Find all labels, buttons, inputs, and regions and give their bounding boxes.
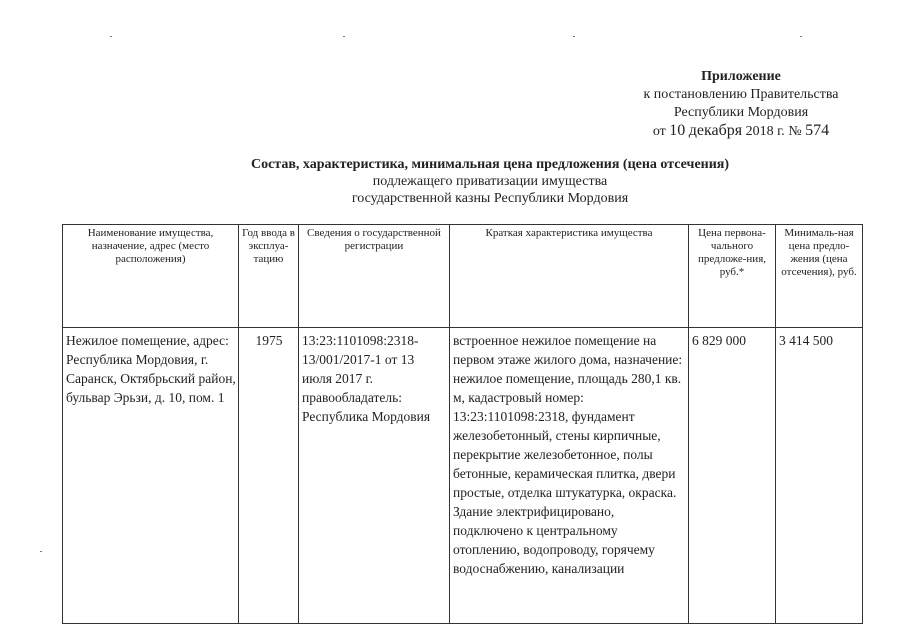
cell-description: встроенное нежилое помещение на первом этаже жилого дома, назначение: нежилое помещение, площадь 280,1 кв. м, кадастровый номер: 13:23:1101098:2318, фундамент железобетонный, стены кирпичные, перекрытие железобетонное, полы бетонные, керамическая плитка, двери простые, отделка штукатурка, окраска. Здание электрифицировано, подключено к центральному отоплению, водопроводу, горячему водоснабжению, канализации xyxy=(450,328,689,624)
appendix-line-1: к постановлению Правительства xyxy=(643,87,839,102)
appendix-header xyxy=(596,68,886,141)
scan-speck xyxy=(800,36,802,37)
header-year: Год ввода в эксплуа-тацию xyxy=(239,225,299,328)
scan-speck xyxy=(40,551,42,552)
date-day: 10 xyxy=(669,122,686,139)
scan-speck xyxy=(110,36,112,37)
cell-year: 1975 xyxy=(239,328,299,624)
title-line-1: Состав, характеристика, минимальная цена предложения (цена отсечения) xyxy=(250,157,730,172)
appendix-date-line xyxy=(596,122,886,141)
title-line-2: подлежащего приватизации имущества xyxy=(372,174,608,189)
appendix-title: Приложение xyxy=(701,69,781,84)
date-prefix: от xyxy=(652,124,666,139)
cell-registration: 13:23:1101098:2318-13/001/2017-1 от 13 июля 2017 г. правообладатель: Республика Мордовия xyxy=(299,328,450,624)
cell-name: Нежилое помещение, адрес: Республика Мордовия, г. Саранск, Октябрьский район, бульвар Эрьзи, д. 10, пом. 1 xyxy=(63,328,239,624)
number-sign: № xyxy=(788,124,802,139)
header-initial-price: Цена первона-чального предложе-ния, руб.* xyxy=(689,225,776,328)
scan-speck xyxy=(343,36,345,37)
appendix-line-2: Республики Мордовия xyxy=(673,105,809,120)
header-name: Наименование имущества, назначение, адрес (место расположения) xyxy=(63,225,239,328)
date-year: 2018 г. xyxy=(745,124,785,139)
property-table xyxy=(62,224,863,624)
document-number: 574 xyxy=(805,122,830,139)
table-row xyxy=(63,328,863,624)
cell-min-price: 3 414 500 xyxy=(776,328,863,624)
header-registration: Сведения о государственной регистрации xyxy=(299,225,450,328)
header-description: Краткая характеристика имущества xyxy=(450,225,689,328)
scan-speck xyxy=(573,36,575,37)
table-header-row xyxy=(63,225,863,328)
document-title xyxy=(120,156,860,207)
header-min-price: Минималь-ная цена предло-жения (цена отсечения), руб. xyxy=(776,225,863,328)
cell-initial-price: 6 829 000 xyxy=(689,328,776,624)
date-month: декабря xyxy=(688,122,743,139)
title-line-3: государственной казны Республики Мордовия xyxy=(351,191,629,206)
